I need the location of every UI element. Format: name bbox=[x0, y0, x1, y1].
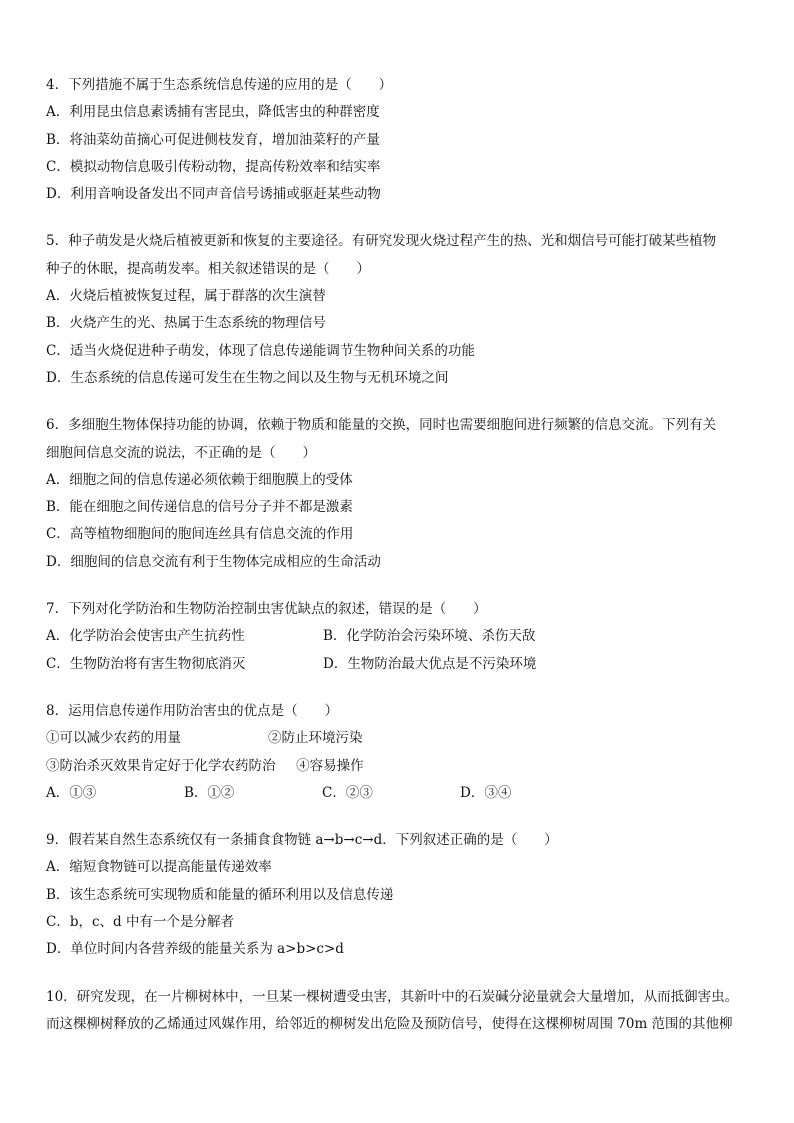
question-7 bbox=[46, 596, 756, 678]
statement-2: ②防止环境污染 bbox=[268, 730, 363, 747]
option-a: A．利用昆虫信息素诱捕有害昆虫，降低害虫的种群密度 bbox=[46, 104, 380, 121]
option-d: D．单位时间内各营养级的能量关系为 a>b>c>d bbox=[46, 941, 344, 958]
option-c: C．模拟动物信息吸引传粉动物，提高传粉效率和结实率 bbox=[46, 158, 381, 175]
question-stem: 10．研究发现，在一片柳树林中，一旦某一棵树遭受虫害，其新叶中的石炭碱分泌量就会大量增加，从而抵御害虫。 bbox=[46, 988, 739, 1005]
option-b: B．①② bbox=[184, 784, 235, 801]
statement-row bbox=[46, 725, 756, 752]
option-a: A．缩短食物链可以提高能量传递效率 bbox=[46, 859, 272, 876]
question-stem: 7．下列对化学防治和生物防治控制虫害优缺点的叙述，错误的是（ ） bbox=[46, 601, 487, 618]
option-row bbox=[46, 651, 756, 678]
option-c: C．适当火烧促进种子萌发，体现了信息传递能调节生物种间关系的功能 bbox=[46, 342, 475, 359]
option-d: D．利用音响设备发出不同声音信号诱捕或驱赶某些动物 bbox=[46, 186, 381, 203]
question-4 bbox=[46, 72, 756, 208]
option-b: B．化学防治会污染环境、杀伤天敌 bbox=[323, 628, 536, 645]
option-row bbox=[46, 623, 756, 650]
option-b: B．火烧产生的光、热属于生态系统的物理信号 bbox=[46, 315, 326, 332]
statement-1: ①可以减少农药的用量 bbox=[46, 730, 181, 747]
option-d: D．生态系统的信息传递可发生在生物之间以及生物与无机环境之间 bbox=[46, 369, 449, 386]
option-b: B．能在细胞之间传递信息的信号分子并不都是激素 bbox=[46, 499, 353, 516]
option-c: C．②③ bbox=[322, 784, 373, 801]
statement-3: ③防治杀灭效果肯定好于化学农药防治 bbox=[46, 757, 276, 774]
statement-row bbox=[46, 753, 756, 780]
option-d: D．细胞间的信息交流有利于生物体完成相应的生命活动 bbox=[46, 553, 381, 570]
question-stem-continued: 而这棵柳树释放的乙烯通过风媒作用，给邻近的柳树发出危险及预防信号，使得在这棵柳树周围 70m 范围的其他柳 bbox=[46, 1015, 733, 1032]
question-8 bbox=[46, 698, 756, 807]
option-b: B．将油菜幼苗摘心可促进侧枝发育，增加油菜籽的产量 bbox=[46, 131, 380, 148]
question-stem-continued: 细胞间信息交流的说法，不正确的是（ ） bbox=[46, 444, 316, 461]
question-stem-continued: 种子的休眠，提高萌发率。相关叙述错误的是（ ） bbox=[46, 260, 370, 277]
question-stem: 5．种子萌发是火烧后植被更新和恢复的主要途径。有研究发现火烧过程产生的热、光和烟信号可能打破某些植物 bbox=[46, 233, 717, 250]
question-stem: 6．多细胞生物体保持功能的协调，依赖于物质和能量的交换，同时也需要细胞间进行频繁的信息交流。下列有关 bbox=[46, 417, 717, 434]
option-a: A．化学防治会使害虫产生抗药性 bbox=[46, 628, 245, 645]
option-a: A．火烧后植被恢复过程，属于群落的次生演替 bbox=[46, 288, 326, 305]
question-stem: 9．假若某自然生态系统仅有一条捕食食物链 a→b→c→d．下列叙述正确的是（ ） bbox=[46, 832, 558, 849]
option-c: C．b，c、d 中有一个是分解者 bbox=[46, 914, 234, 931]
option-c: C．高等植物细胞间的胞间连丝具有信息交流的作用 bbox=[46, 526, 354, 543]
option-b: B．该生态系统可实现物质和能量的循环利用以及信息传递 bbox=[46, 886, 394, 903]
option-d: D．③④ bbox=[460, 784, 512, 801]
question-6 bbox=[46, 412, 756, 576]
option-a: A．①③ bbox=[46, 784, 97, 801]
option-d: D．生物防治最大优点是不污染环境 bbox=[323, 655, 537, 672]
question-9 bbox=[46, 827, 756, 963]
question-stem: 4．下列措施不属于生态系统信息传递的应用的是（ ） bbox=[46, 77, 393, 93]
option-row bbox=[46, 780, 756, 807]
question-5 bbox=[46, 228, 756, 392]
option-a: A．细胞之间的信息传递必须依赖于细胞膜上的受体 bbox=[46, 471, 353, 488]
question-stem: 8．运用信息传递作用防治害虫的优点是（ ） bbox=[46, 702, 339, 719]
question-10 bbox=[46, 984, 756, 1039]
statement-4: ④容易操作 bbox=[296, 757, 364, 774]
exam-page bbox=[46, 72, 756, 1058]
option-c: C．生物防治将有害生物彻底消灭 bbox=[46, 655, 246, 672]
